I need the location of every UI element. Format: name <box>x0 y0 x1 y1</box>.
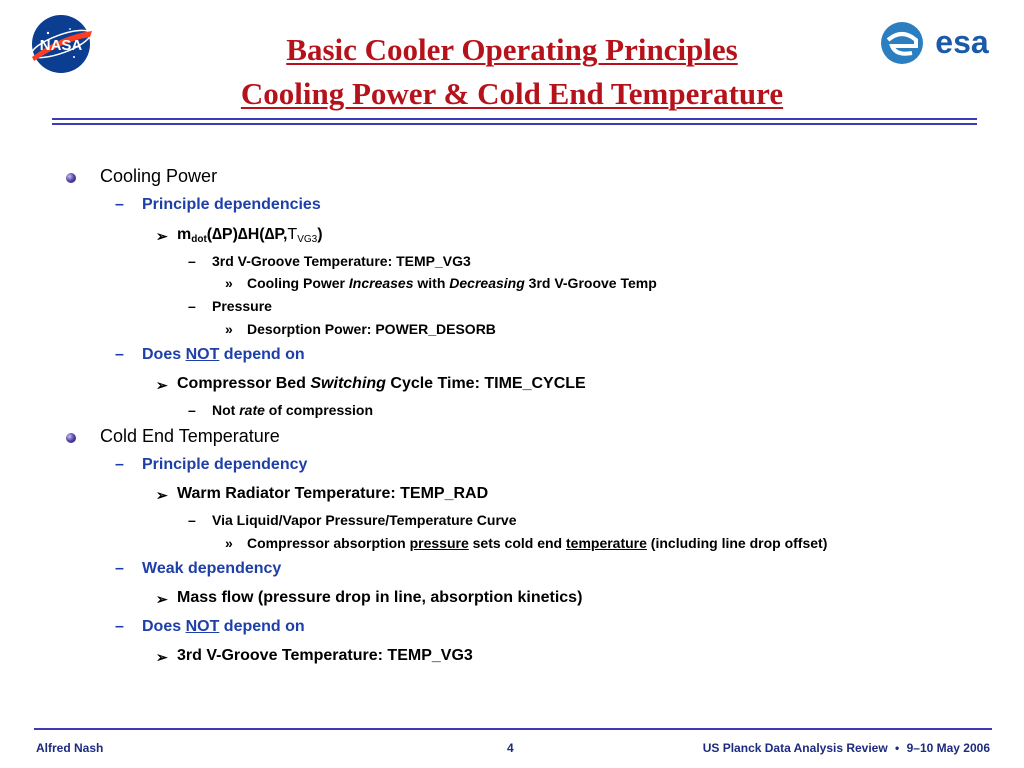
item-text: Compressor Bed <box>177 375 311 392</box>
warm-radiator-item: Warm Radiator Temperature: TEMP_RAD <box>177 485 489 502</box>
item-text: Cycle Time: TIME_CYCLE <box>385 375 586 392</box>
arrow-marker-icon: ➢ <box>156 591 168 607</box>
formula-m: m <box>177 226 192 243</box>
dash-marker: – <box>115 618 124 635</box>
footer-separator: • <box>895 741 900 755</box>
not-underlined: NOT <box>185 618 220 635</box>
not-rate-item <box>212 402 373 418</box>
vg3-item: 3rd V-Groove Temperature: TEMP_VG3 <box>177 647 473 664</box>
item-emphasis: rate <box>239 402 265 418</box>
footer-page-number: 4 <box>507 741 514 755</box>
section-cold-end-temperature: Cold End Temperature <box>100 426 280 446</box>
dash-marker: – <box>115 560 124 577</box>
principle-dependency-label: Principle dependency <box>142 456 308 473</box>
title-rule-top <box>52 118 977 120</box>
footer-event-name: US Planck Data Analysis Review <box>702 741 888 755</box>
pressure-note: Desorption Power: POWER_DESORB <box>247 321 496 337</box>
arrow-marker-icon: ➢ <box>156 377 168 393</box>
formula-m-subscript: dot <box>191 234 207 245</box>
arrow-marker-icon: ➢ <box>156 228 168 244</box>
formula-close: ) <box>317 226 323 243</box>
note-text: (including line drop offset) <box>646 535 828 551</box>
title-rule-bottom <box>52 123 977 125</box>
footer-author: Alfred Nash <box>36 741 104 755</box>
arrow-marker-icon: ➢ <box>156 487 168 503</box>
not-underlined: NOT <box>185 346 220 363</box>
dash-marker: – <box>115 346 124 363</box>
bullet-ball-icon <box>66 433 76 443</box>
dash-marker: – <box>115 456 124 473</box>
weak-dependency-label: Weak dependency <box>142 560 282 577</box>
switching-cycle-item <box>177 375 586 393</box>
dash-marker: – <box>188 298 196 314</box>
cooling-power-formula <box>177 226 323 245</box>
footer-rule <box>34 728 992 730</box>
label-text: Does <box>142 618 186 635</box>
bullet-ball-icon <box>66 173 76 183</box>
raquo-marker: » <box>225 535 233 551</box>
formula-t-subscript: VG3 <box>297 234 318 245</box>
dash-marker: – <box>188 402 196 418</box>
note-text: 3rd V-Groove Temp <box>524 275 657 291</box>
note-emphasis: Increases <box>348 275 414 291</box>
label-text: depend on <box>219 346 305 363</box>
note-text: Cooling Power <box>247 275 349 291</box>
item-text: of compression <box>264 402 374 418</box>
item-emphasis: Switching <box>310 375 386 392</box>
principle-dependencies-label: Principle dependencies <box>142 196 321 213</box>
title-line-1: Basic Cooler Operating Principles <box>286 32 738 67</box>
liquid-vapor-item: Via Liquid/Vapor Pressure/Temperature Curve <box>212 512 517 528</box>
note-underlined: pressure <box>409 535 469 551</box>
dash-marker: – <box>188 512 196 528</box>
formula-t: T <box>287 226 298 243</box>
note-text: sets cold end <box>468 535 566 551</box>
svg-text:esa: esa <box>935 24 989 60</box>
does-not-depend-label <box>142 346 305 364</box>
footer-date: 9–10 May 2006 <box>906 741 990 755</box>
footer-event <box>703 741 990 755</box>
item-text: Not <box>212 402 240 418</box>
raquo-marker: » <box>225 275 233 291</box>
label-text: depend on <box>219 618 305 635</box>
label-text: Does <box>142 346 186 363</box>
raquo-marker: » <box>225 321 233 337</box>
svg-text:NASA: NASA <box>39 37 83 54</box>
does-not-depend-label <box>142 618 305 636</box>
arrow-marker-icon: ➢ <box>156 649 168 665</box>
slide-title <box>0 28 1024 116</box>
dash-marker: – <box>188 253 196 269</box>
note-text: with <box>413 275 450 291</box>
note-text: Compressor absorption <box>247 535 410 551</box>
mass-flow-item: Mass flow (pressure drop in line, absorption kinetics) <box>177 589 583 606</box>
pressure-item: Pressure <box>212 298 272 314</box>
compressor-absorption-note <box>247 535 827 551</box>
note-underlined: temperature <box>566 535 647 551</box>
formula-body: (∆P)∆H(∆P, <box>206 226 288 243</box>
note-emphasis: Decreasing <box>449 275 525 291</box>
temp-vg3-item: 3rd V-Groove Temperature: TEMP_VG3 <box>212 253 471 269</box>
section-cooling-power: Cooling Power <box>100 166 218 186</box>
temp-vg3-note <box>247 275 657 291</box>
title-line-2: Cooling Power & Cold End Temperature <box>240 76 784 111</box>
dash-marker: – <box>115 196 124 213</box>
